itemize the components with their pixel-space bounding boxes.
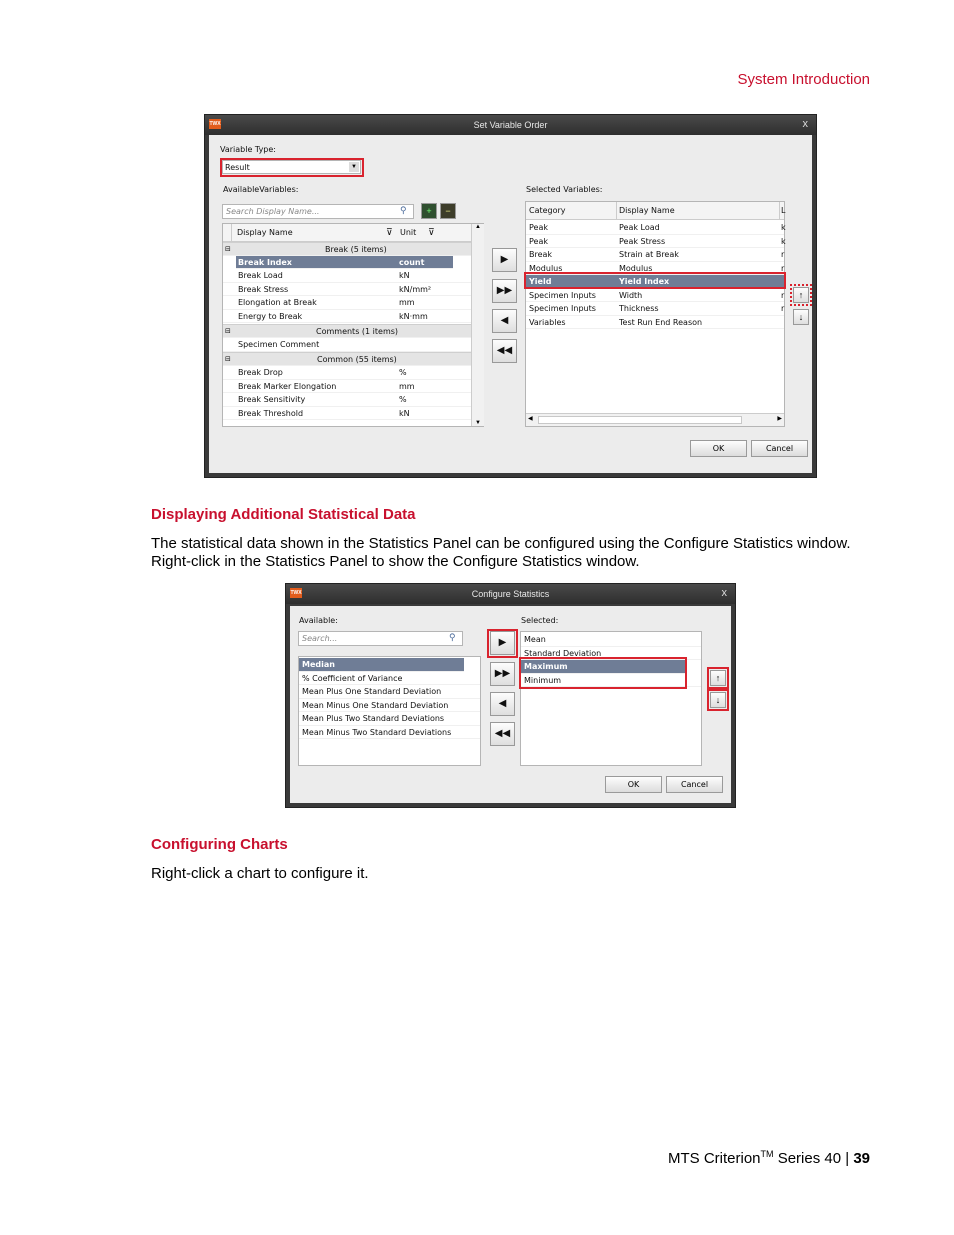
page-footer xyxy=(668,1149,870,1167)
move-all-right-button[interactable]: ▶▶ xyxy=(492,279,517,303)
table-row[interactable]: Specimen Comment xyxy=(223,338,483,352)
scroll-down-icon[interactable]: ▼ xyxy=(475,420,481,426)
table-row[interactable]: Variables Test Run End Reason xyxy=(526,316,784,330)
remove-filter-button[interactable]: − xyxy=(440,203,456,219)
filter-icon[interactable]: ⊽ xyxy=(386,228,393,238)
column-header-extra[interactable]: L xyxy=(781,206,786,215)
dialog-title: Configure Statistics xyxy=(286,584,735,604)
app-logo-icon: TWX xyxy=(290,590,302,596)
column-header-category[interactable]: Category xyxy=(529,206,566,215)
group-row[interactable]: ⊟ Break (5 items) xyxy=(223,242,483,256)
page-number: 39 xyxy=(853,1150,870,1167)
table-row[interactable]: Modulus Modulus r xyxy=(526,262,784,276)
move-left-button[interactable]: ◀ xyxy=(490,692,515,716)
search-icon[interactable]: ⚲ xyxy=(400,205,407,215)
table-row[interactable]: Peak Peak Stress k xyxy=(526,235,784,249)
table-row[interactable]: Specimen Inputs Width r xyxy=(526,289,784,303)
set-variable-order-dialog xyxy=(204,114,817,478)
list-item[interactable]: Mean Plus One Standard Deviation xyxy=(299,685,480,699)
list-item-selected[interactable]: Maximum xyxy=(521,660,685,674)
move-down-button[interactable]: ↓ xyxy=(710,692,726,708)
move-down-highlight xyxy=(707,689,729,711)
available-list-header xyxy=(223,224,483,242)
list-item[interactable]: Minimum xyxy=(521,674,701,688)
paragraph: Right-click a chart to configure it. xyxy=(151,865,369,882)
search-icon[interactable]: ⚲ xyxy=(449,632,456,642)
list-item[interactable]: Mean Minus One Standard Deviation xyxy=(299,699,480,713)
move-right-highlight xyxy=(487,629,518,658)
move-right-button[interactable]: ▶ xyxy=(490,631,515,655)
table-row[interactable]: Break Sensitivity % xyxy=(223,393,483,407)
move-left-button[interactable]: ◀ xyxy=(492,309,517,333)
add-filter-button[interactable]: + xyxy=(421,203,437,219)
list-item[interactable]: Mean Plus Two Standard Deviations xyxy=(299,712,480,726)
vertical-scrollbar[interactable] xyxy=(471,224,484,426)
list-item[interactable]: Standard Deviation xyxy=(521,647,701,661)
available-statistics-list[interactable] xyxy=(298,656,481,766)
table-row[interactable]: Break Index count xyxy=(236,256,453,270)
group-row[interactable]: ⊟ Common (55 items) xyxy=(223,352,483,366)
close-icon[interactable]: x xyxy=(802,118,808,130)
table-row[interactable]: Energy to Break kN·mm xyxy=(223,310,483,324)
selected-variables-list[interactable] xyxy=(525,201,785,427)
table-row[interactable]: Specimen Inputs Thickness r xyxy=(526,302,784,316)
column-header-unit[interactable]: Unit xyxy=(400,228,417,237)
selected-variables-label: Selected Variables: xyxy=(526,185,603,194)
move-up-button[interactable]: ↑ xyxy=(710,670,726,686)
selected-list-header xyxy=(526,202,784,220)
selected-row-highlight xyxy=(524,272,786,289)
table-row-selected[interactable]: Yield Yield Index xyxy=(526,275,784,289)
table-row[interactable]: Break Load kN xyxy=(223,269,483,283)
collapse-icon[interactable]: ⊟ xyxy=(225,327,231,335)
table-row[interactable]: Break Drop % xyxy=(223,366,483,380)
section-heading: Displaying Additional Statistical Data xyxy=(151,506,416,523)
filter-icon[interactable]: ⊽ xyxy=(428,228,435,238)
table-row[interactable]: Elongation at Break mm xyxy=(223,296,483,310)
move-all-left-button[interactable]: ◀◀ xyxy=(492,339,517,363)
dialog-body xyxy=(209,135,812,473)
list-item-selected[interactable]: Median xyxy=(299,658,464,672)
available-label: Available: xyxy=(299,616,338,625)
move-all-left-button[interactable]: ◀◀ xyxy=(490,722,515,746)
table-row[interactable]: Break Strain at Break r xyxy=(526,248,784,262)
available-variables-label: AvailableVariables: xyxy=(223,185,299,194)
list-item[interactable]: Mean xyxy=(521,633,701,647)
search-input[interactable]: Search Display Name... xyxy=(222,204,414,219)
table-row[interactable]: Peak Peak Load k xyxy=(526,221,784,235)
footer-product: MTS Criterion xyxy=(668,1150,761,1167)
move-up-highlight xyxy=(707,667,729,689)
header-title: System Introduction xyxy=(737,71,870,88)
table-row[interactable]: Break Marker Elongation mm xyxy=(223,380,483,394)
move-all-right-button[interactable]: ▶▶ xyxy=(490,662,515,686)
move-right-button[interactable]: ▶ xyxy=(492,248,517,272)
variable-type-label: Variable Type: xyxy=(220,145,277,154)
scroll-left-icon[interactable]: ◀ xyxy=(528,416,533,422)
column-header-display-name[interactable]: Display Name xyxy=(237,228,293,237)
table-row[interactable]: Break Threshold kN xyxy=(223,407,483,421)
scroll-thumb[interactable] xyxy=(538,416,742,424)
dialog-body xyxy=(290,606,731,803)
collapse-icon[interactable]: ⊟ xyxy=(225,245,231,253)
variable-type-highlight xyxy=(220,158,364,177)
group-row[interactable]: ⊟ Comments (1 items) xyxy=(223,324,483,338)
footer-series: Series 40 | xyxy=(773,1150,854,1167)
variable-type-value: Result xyxy=(225,163,250,172)
paragraph xyxy=(151,535,881,571)
paragraph-line: The statistical data shown in the Statistics Panel can be configured using the Configure Statistics window. xyxy=(151,535,851,552)
selected-items-highlight xyxy=(519,657,687,689)
selected-statistics-list[interactable] xyxy=(520,631,702,766)
cancel-button[interactable]: Cancel xyxy=(751,440,808,457)
column-header-display-name[interactable]: Display Name xyxy=(619,206,675,215)
dialog-title: Set Variable Order xyxy=(205,115,816,135)
section-heading: Configuring Charts xyxy=(151,836,288,853)
selected-label: Selected: xyxy=(521,616,559,625)
cancel-button[interactable]: Cancel xyxy=(666,776,723,793)
list-item[interactable]: % Coefficient of Variance xyxy=(299,672,480,686)
move-up-button[interactable]: ↑ xyxy=(793,287,809,303)
move-down-button[interactable]: ↓ xyxy=(793,309,809,325)
available-variables-list[interactable] xyxy=(222,223,484,427)
scroll-right-icon[interactable]: ▶ xyxy=(777,416,782,422)
table-row[interactable]: Break Stress kN/mm² xyxy=(223,283,483,297)
chevron-down-icon[interactable]: ▼ xyxy=(349,162,359,172)
trademark: TM xyxy=(760,1149,774,1159)
ok-button[interactable]: OK xyxy=(605,776,662,793)
paragraph-line: Right-click in the Statistics Panel to show the Configure Statistics window. xyxy=(151,553,640,570)
scroll-up-icon[interactable]: ▲ xyxy=(475,224,481,230)
ok-button[interactable]: OK xyxy=(690,440,747,457)
horizontal-scrollbar[interactable] xyxy=(526,413,784,426)
app-logo-icon: TWX xyxy=(209,121,221,127)
configure-statistics-dialog xyxy=(285,583,736,808)
list-item[interactable]: Mean Minus Two Standard Deviations xyxy=(299,726,480,740)
collapse-icon[interactable]: ⊟ xyxy=(225,355,231,363)
move-up-highlight xyxy=(790,284,812,306)
search-input[interactable]: Search... xyxy=(298,631,463,646)
close-icon[interactable]: x xyxy=(721,587,727,599)
